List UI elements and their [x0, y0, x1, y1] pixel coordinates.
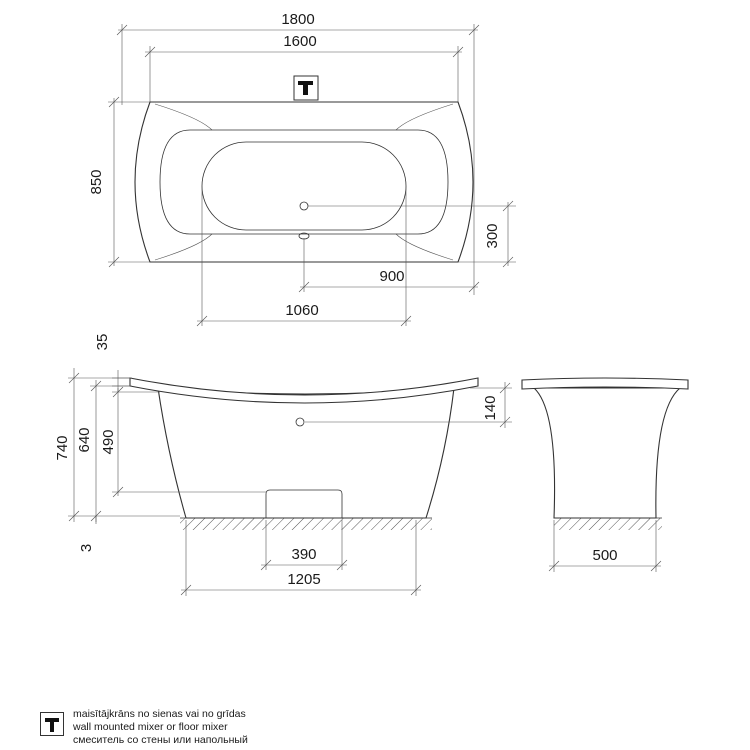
base-width-label: 500 [592, 547, 618, 564]
mixer-icon [294, 76, 318, 100]
inner-depth-label: 490 [100, 429, 117, 455]
rim-thickness-dimension [94, 334, 132, 392]
base-length-label: 1205 [287, 571, 321, 588]
floor-hatch-end [554, 518, 662, 530]
legend-text [73, 708, 248, 747]
legend-line-en: wall mounted mixer or floor mixer [73, 721, 228, 733]
end-view [522, 378, 688, 572]
floor-gap-label: 3 [78, 543, 95, 553]
waste-distance-label: 900 [379, 268, 405, 285]
side-view [54, 334, 512, 596]
tub-rim-end [522, 378, 688, 389]
floor-hatch [180, 518, 432, 530]
legend-line-ru: смеситель со стены или напольный [73, 734, 248, 746]
inner-length-label: 1060 [285, 302, 319, 319]
rim-length-label: 1600 [283, 33, 317, 50]
floor-gap-dimension [78, 516, 96, 552]
top-view [88, 11, 516, 326]
rim-height-label: 640 [76, 427, 93, 453]
plinth-width-label: 390 [291, 546, 317, 563]
overflow-depth-dimension [470, 382, 512, 428]
width-label: 850 [88, 169, 105, 195]
rim-thickness-label: 35 [94, 333, 111, 351]
tub-body-end [534, 388, 680, 518]
mixer-icon [40, 712, 64, 736]
overflow-depth-label: 140 [482, 395, 499, 421]
total-height-label: 740 [54, 435, 71, 461]
waste-offset-label: 300 [484, 223, 501, 249]
overall-length-label: 1800 [281, 11, 315, 28]
tub-body-side [158, 388, 454, 518]
legend-line-lv: maisītājkrāns no sienas vai no grīdas [73, 708, 246, 720]
